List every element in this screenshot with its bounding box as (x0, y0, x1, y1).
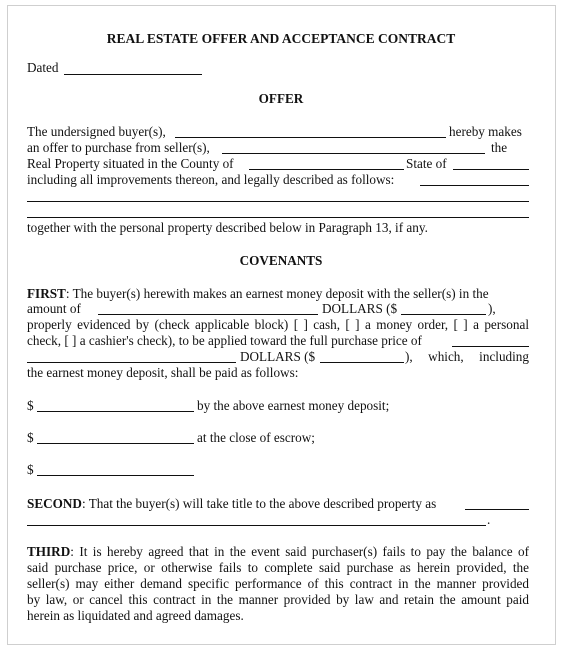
offer-text: The undersigned buyer(s), (27, 124, 166, 139)
first-text: the earnest money deposit, shall be paid as follows: (27, 365, 299, 380)
second-text: : That the buyer(s) will take title to the above described property as (81, 496, 437, 511)
document-title: REAL ESTATE OFFER AND ACCEPTANCE CONTRACT (106, 31, 456, 46)
second-label: SECOND (27, 496, 82, 511)
purchase-price-number-field[interactable] (320, 362, 404, 363)
offer-text: the (491, 140, 508, 155)
offer-text: an offer to purchase from seller(s), (27, 140, 210, 155)
first-label: FIRST (27, 286, 66, 301)
purchase-price-words-field[interactable] (27, 362, 236, 363)
offer-text: together with the personal property described below in Paragraph 13, if any. (27, 220, 428, 235)
first-text: : The buyer(s) herewith makes an earnest money deposit with the seller(s) in the (65, 286, 489, 301)
second-paragraph (27, 496, 436, 512)
payment-amount-field[interactable] (37, 443, 194, 444)
buyer-name-field[interactable] (175, 137, 446, 138)
third-text: : It is hereby agreed that in the event said purchaser(s) fails to pay the balance of (70, 544, 529, 559)
earnest-amount-words-field[interactable] (98, 314, 318, 315)
county-field[interactable] (249, 169, 404, 170)
offer-heading: OFFER (258, 91, 304, 106)
legal-description-field[interactable] (27, 217, 529, 218)
earnest-amount-number-field[interactable] (401, 314, 486, 315)
payment-amount-field[interactable] (37, 411, 194, 412)
offer-text: hereby makes (449, 124, 522, 139)
offer-text: State of (406, 156, 447, 171)
first-text: DOLLARS ($ (240, 349, 316, 364)
dated-field[interactable] (64, 74, 202, 75)
first-text: amount of (27, 301, 81, 316)
payment-amount-field[interactable] (37, 475, 194, 476)
purchase-price-words-field[interactable] (452, 346, 529, 347)
payment-dollar-sign: $ (27, 430, 34, 445)
payment-dollar-sign: $ (27, 398, 34, 413)
first-text: ), which, including (405, 349, 529, 364)
second-period: . (487, 512, 491, 527)
first-text: DOLLARS ($ (322, 301, 398, 316)
legal-description-field[interactable] (420, 185, 529, 186)
third-text: herein as liquidated and agreed damages. (27, 608, 244, 623)
payment-description: by the above earnest money deposit; (197, 398, 390, 413)
seller-name-field[interactable] (222, 153, 485, 154)
title-vesting-field[interactable] (27, 525, 486, 526)
third-text: seller(s) may either demand specific performance of this contract in the manner provided (27, 576, 529, 591)
offer-text: including all improvements thereon, and legally described as follows: (27, 172, 395, 187)
third-label: THIRD (27, 544, 71, 559)
legal-description-field[interactable] (27, 201, 529, 202)
first-paragraph (27, 286, 489, 302)
first-text: check, [ ] a cashier's check), to be applied toward the full purchase price of (27, 333, 422, 348)
third-text: said purchase price, or otherwise fails to complete said purchase as herein provided, the (27, 560, 529, 575)
title-vesting-field[interactable] (465, 509, 529, 510)
payment-dollar-sign: $ (27, 462, 34, 477)
first-text: ), (488, 301, 496, 316)
first-text: properly evidenced by (check applicable block) [ ] cash, [ ] a money order, [ ] a personal (27, 317, 529, 332)
offer-text: Real Property situated in the County of (27, 156, 234, 171)
dated-label: Dated (27, 60, 59, 75)
state-field[interactable] (453, 169, 529, 170)
third-paragraph (27, 544, 529, 560)
payment-description: at the close of escrow; (197, 430, 315, 445)
third-text: by law, or cancel this contract in the manner provided by law and retain the amount paid (27, 592, 529, 607)
covenants-heading: COVENANTS (239, 253, 323, 268)
